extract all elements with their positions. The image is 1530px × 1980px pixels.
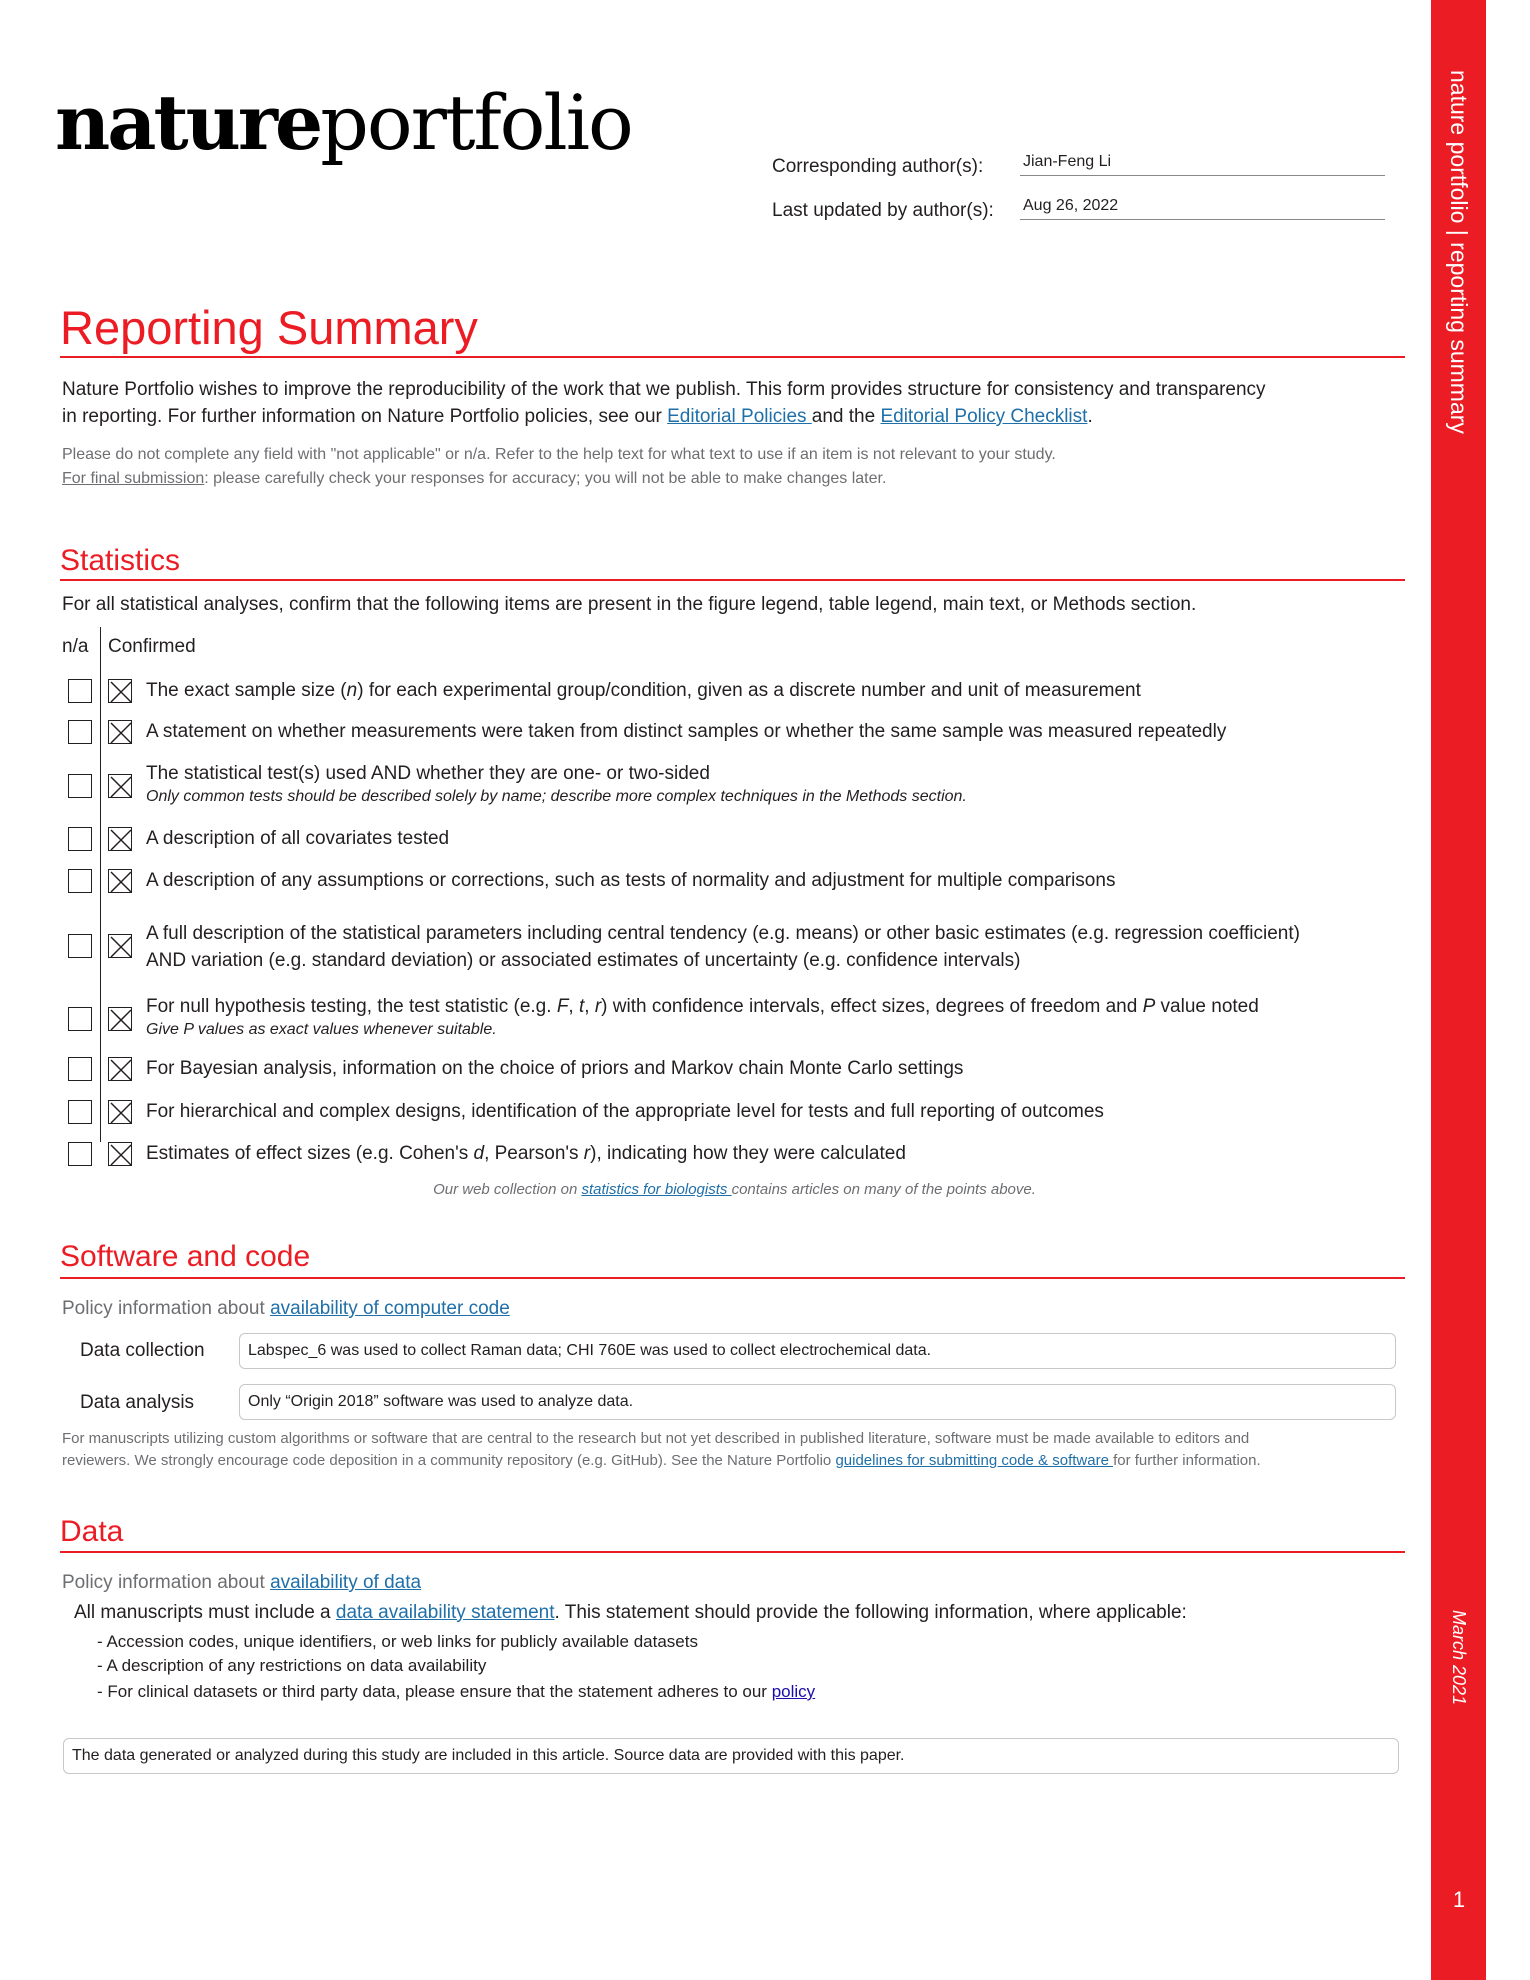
data-bullet-3 [97, 1682, 815, 1702]
item-subnote: Give P values as exact values whenever suitable. [146, 1021, 497, 1038]
item-text: Estimates of effect sizes (e.g. Cohen's [146, 1143, 474, 1164]
checklist-item-text [146, 1055, 1446, 1082]
data-rule [60, 1551, 1405, 1553]
item-italic: d [473, 1143, 485, 1164]
item-text: A description of any assumptions or corrections, such as tests of normality and adjustment for multiple comparisons [146, 870, 1116, 891]
item-text: For null hypothesis testing, the test statistic (e.g. [146, 996, 557, 1017]
item-text: ), indicating how they were calculated [590, 1143, 906, 1164]
statistics-note [62, 1181, 1407, 1198]
checklist-item-text [146, 677, 1446, 704]
nature-portfolio-logo [55, 78, 632, 167]
checklist-item-text [146, 760, 1446, 807]
x-mark-icon [109, 775, 133, 799]
data-bullet-2: - A description of any restrictions on data availability [97, 1656, 487, 1675]
logo-light: portfolio [320, 78, 632, 167]
confirmed-checkbox[interactable] [108, 1007, 132, 1031]
item-text: A statement on whether measurements were taken from distinct samples or whether the same sample was measured repeatedly [146, 721, 1227, 742]
statistics-for-biologists-link[interactable]: statistics for biologists [581, 1181, 732, 1198]
statistics-intro: For all statistical analyses, confirm that the following items are present in the figure legend, table legend, main text, or Methods section. [62, 594, 1197, 615]
availability-of-data-link[interactable]: availability of data [270, 1572, 422, 1593]
title-rule [60, 356, 1405, 358]
x-mark-icon [109, 1101, 133, 1125]
item-line [146, 1055, 1446, 1082]
computer-code-link[interactable]: availability of computer code [270, 1298, 510, 1319]
item-text: The exact sample size ( [146, 680, 347, 701]
intro-line-2 [62, 403, 1412, 430]
confirmed-checkbox[interactable] [108, 1142, 132, 1166]
confirmed-checkbox[interactable] [108, 1057, 132, 1081]
page-title: Reporting Summary [60, 301, 478, 354]
na-checkbox[interactable] [68, 1057, 92, 1081]
editorial-policies-link[interactable]: Editorial Policies [667, 406, 812, 427]
stats-note-post: contains articles on many of the points above. [731, 1181, 1036, 1198]
software-rule [60, 1277, 1405, 1279]
item-line [146, 920, 1446, 947]
software-note-2-pre: reviewers. We strongly encourage code deposition in a community repository (e.g. GitHub). See the Nature Portfolio [62, 1452, 836, 1469]
checklist-item-text [146, 920, 1446, 974]
confirmed-checkbox[interactable] [108, 1100, 132, 1124]
item-line [146, 993, 1446, 1020]
item-text: , [584, 996, 595, 1017]
x-mark-icon [109, 721, 133, 745]
data-collection-field[interactable]: Labspec_6 was used to collect Raman data; CHI 760E was used to collect electrochemical data. [239, 1333, 1396, 1369]
corresponding-author-row [772, 148, 1112, 178]
corresponding-author-label: Corresponding author(s): [772, 156, 984, 177]
checklist-item-text [146, 993, 1446, 1040]
item-text: A description of all covariates tested [146, 828, 450, 849]
data-availability-field[interactable]: The data generated or analyzed during this study are included in this article. Source data are provided with this paper. [63, 1738, 1399, 1774]
note-not-applicable: Please do not complete any field with "not applicable" or n/a. Refer to the help text for what text to use if an item is not relevant to your study. [62, 446, 1056, 463]
software-note-2-post: for further information. [1113, 1452, 1261, 1469]
policy-link[interactable]: policy [771, 1682, 816, 1701]
na-checkbox[interactable] [68, 934, 92, 958]
data-analysis-label: Data analysis [80, 1392, 195, 1413]
editorial-checklist-link[interactable]: Editorial Policy Checklist [880, 406, 1088, 427]
item-italic: r [594, 996, 602, 1017]
x-mark-icon [109, 870, 133, 894]
x-mark-icon [109, 1008, 133, 1032]
item-italic: P [1142, 996, 1156, 1017]
confirmed-checkbox[interactable] [108, 679, 132, 703]
logo-bold: nature [55, 78, 321, 167]
item-italic: t [578, 996, 585, 1017]
checklist-item-text [146, 718, 1446, 745]
side-date: March 2021 [1449, 1610, 1469, 1706]
intro-text: in reporting. For further information on Nature Portfolio policies, see our [62, 406, 668, 427]
item-italic: F [556, 996, 569, 1017]
col-na-header: n/a [62, 636, 89, 657]
corresponding-author-field[interactable]: Jian-Feng Li [1020, 149, 1385, 176]
x-mark-icon [109, 1143, 133, 1167]
na-checkbox[interactable] [68, 1142, 92, 1166]
item-line [146, 760, 1446, 787]
checklist-item-text [146, 1140, 1446, 1167]
confirmed-checkbox[interactable] [108, 934, 132, 958]
item-text: ) with confidence intervals, effect sizes, degrees of freedom and [601, 996, 1143, 1017]
data-title: Data [60, 1515, 124, 1548]
item-line [146, 867, 1446, 894]
na-checkbox[interactable] [68, 869, 92, 893]
data-availability-link[interactable]: data availability statement [335, 1602, 555, 1623]
item-text: For hierarchical and complex designs, identification of the appropriate level for tests and full reporting of outcomes [146, 1101, 1104, 1122]
item-text: For Bayesian analysis, information on the choice of priors and Markov chain Monte Carlo settings [146, 1058, 964, 1079]
software-policy-pre: Policy information about [62, 1298, 271, 1319]
item-line-2: AND variation (e.g. standard deviation) or associated estimates of uncertainty (e.g. confidence intervals) [146, 950, 1021, 971]
item-text: A full description of the statistical parameters including central tendency (e.g. means) or other basic estimates (e.g. regression coefficient) [146, 923, 1300, 944]
item-line [146, 718, 1446, 745]
last-updated-row [772, 192, 1119, 222]
item-line [146, 1098, 1446, 1125]
software-title: Software and code [60, 1240, 311, 1273]
software-note-2 [62, 1450, 1412, 1472]
x-mark-icon [109, 828, 133, 852]
intro-period: . [1087, 406, 1093, 427]
data-policy-pre: Policy information about [62, 1572, 271, 1593]
stats-note-pre: Our web collection on [433, 1181, 582, 1198]
item-line [146, 1140, 1446, 1167]
item-line [146, 825, 1446, 852]
x-mark-icon [109, 1058, 133, 1082]
item-line [146, 677, 1446, 704]
na-checkbox[interactable] [68, 774, 92, 798]
intro-line-1: Nature Portfolio wishes to improve the reproducibility of the work that we publish. This form provides structure for consistency and transparency [62, 379, 1266, 400]
item-text: The statistical test(s) used AND whether they are one- or two-sided [146, 763, 710, 784]
item-text: value noted [1155, 996, 1259, 1017]
data-statement-post: . This statement should provide the following information, where applicable: [554, 1602, 1187, 1623]
software-policy [62, 1295, 1412, 1322]
na-checkbox[interactable] [68, 1100, 92, 1124]
data-analysis-field[interactable]: Only “Origin 2018” software was used to analyze data. [239, 1384, 1396, 1420]
na-checkbox[interactable] [68, 1007, 92, 1031]
data-statement-pre: All manuscripts must include a [74, 1602, 336, 1623]
data-statement-text [74, 1599, 1424, 1626]
final-submission-text: : please carefully check your responses for accuracy; you will not be able to make changes later. [204, 470, 887, 487]
data-collection-label: Data collection [80, 1340, 205, 1361]
col-confirmed-header: Confirmed [108, 636, 196, 657]
confirmed-checkbox[interactable] [108, 869, 132, 893]
item-text: , [568, 996, 579, 1017]
last-updated-label: Last updated by author(s): [772, 200, 994, 221]
software-note-1: For manuscripts utilizing custom algorithms or software that are central to the research but not yet described in published literature, software must be made available to editors and [62, 1430, 1250, 1447]
last-updated-field[interactable]: Aug 26, 2022 [1020, 193, 1385, 220]
confirmed-checkbox[interactable] [108, 720, 132, 744]
item-italic: n [346, 680, 358, 701]
checklist-item-text [146, 867, 1446, 894]
na-checkbox[interactable] [68, 827, 92, 851]
confirmed-checkbox[interactable] [108, 827, 132, 851]
checklist-item-text [146, 1098, 1446, 1125]
data-bullet-1: - Accession codes, unique identifiers, or web links for publicly available datasets [97, 1632, 698, 1651]
item-italic: r [583, 1143, 591, 1164]
x-mark-icon [109, 935, 133, 959]
item-subnote: Only common tests should be described solely by name; describe more complex techniques in the Methods section. [146, 788, 967, 805]
note-final-submission [62, 467, 1412, 491]
data-policy [62, 1569, 1412, 1596]
x-mark-icon [109, 680, 133, 704]
item-text: ) for each experimental group/condition, given as a discrete number and unit of measurement [357, 680, 1141, 701]
statistics-title: Statistics [60, 544, 181, 577]
page-number: 1 [1452, 1887, 1466, 1912]
checklist-divider [100, 627, 101, 1142]
na-checkbox[interactable] [68, 679, 92, 703]
intro-and: and the [811, 406, 881, 427]
na-checkbox[interactable] [68, 720, 92, 744]
item-text: , Pearson's [484, 1143, 584, 1164]
final-submission-label: For final submission [62, 470, 205, 487]
confirmed-checkbox[interactable] [108, 774, 132, 798]
statistics-rule [60, 579, 1405, 581]
checklist-item-text [146, 825, 1446, 852]
code-guidelines-link[interactable]: guidelines for submitting code & software [835, 1452, 1114, 1469]
side-title: nature portfolio | reporting summary [1446, 70, 1472, 434]
data-bullet-3-pre: - For clinical datasets or third party data, please ensure that the statement adheres to our [97, 1682, 772, 1701]
